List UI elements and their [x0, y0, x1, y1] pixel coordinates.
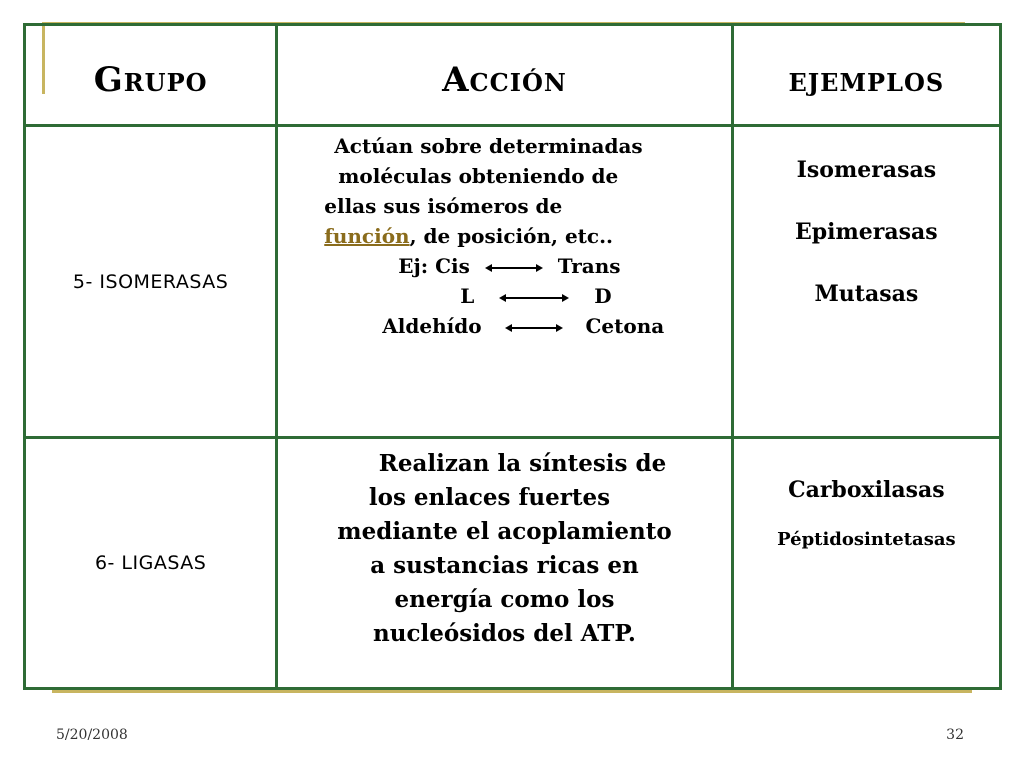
double-arrow-icon [505, 322, 563, 334]
example-aldehido-cetona [324, 311, 730, 341]
header-cell-ejemplos [732, 25, 1000, 126]
example-item: Epimerasas [795, 219, 938, 246]
example-d: D [594, 284, 612, 309]
enzyme-table [23, 23, 1002, 690]
example-cetona: Cetona [585, 314, 665, 339]
cell-ejemplos-isomerasas [732, 126, 1000, 437]
example-cis-trans [324, 251, 730, 281]
cell-accion-isomerasas [277, 126, 732, 437]
header-grupo: Grupo [93, 60, 208, 101]
example-item: Péptidosintetasas [777, 528, 956, 550]
example-cis: Ej: Cis [398, 254, 470, 279]
example-l: L [460, 284, 475, 309]
action-line: los enlaces fuertes [368, 483, 611, 511]
footer-date: 5/20/2008 [56, 727, 128, 743]
example-l-d [324, 281, 730, 311]
action-line: moléculas obteniendo de [338, 164, 619, 189]
example-item: Mutasas [814, 281, 919, 308]
example-item: Carboxilasas [788, 476, 945, 503]
cell-accion-ligasas [277, 437, 732, 688]
cell-ejemplos-ligasas [732, 437, 1000, 688]
accent-line-bottom [52, 690, 972, 693]
funcion-link[interactable]: función [324, 224, 410, 249]
table-row [25, 437, 1001, 688]
table-row [25, 126, 1001, 437]
cell-grupo-ligasas [25, 437, 277, 688]
action-line-rest: , de posición, etc.. [409, 224, 614, 249]
double-arrow-icon [485, 262, 543, 274]
table-header-row [25, 25, 1001, 126]
action-text [278, 447, 730, 651]
action-line [324, 221, 730, 251]
header-cell-grupo [25, 25, 277, 126]
double-arrow-icon [499, 292, 569, 304]
page-number: 32 [946, 727, 964, 743]
example-aldehido: Aldehído [382, 314, 482, 339]
header-accion: Acción [442, 60, 567, 101]
action-line: Realizan la síntesis de [378, 449, 667, 477]
header-ejemplos: ejemplos [788, 60, 945, 101]
group-name: 6- LIGASAS [94, 551, 207, 574]
cell-grupo-isomerasas [25, 126, 277, 437]
action-line: energía como los [394, 585, 615, 613]
action-line: Actúan sobre determinadas [334, 134, 643, 159]
action-line: mediante el acoplamiento [337, 517, 672, 545]
action-line: a sustancias ricas en [370, 551, 639, 579]
header-cell-accion [277, 25, 732, 126]
group-name: 5- ISOMERASAS [72, 270, 229, 293]
action-text [278, 131, 730, 341]
example-trans: Trans [557, 254, 621, 279]
action-line: ellas sus isómeros de [324, 194, 563, 219]
example-item: Isomerasas [796, 157, 937, 184]
action-line: nucleósidos del ATP. [373, 619, 636, 647]
